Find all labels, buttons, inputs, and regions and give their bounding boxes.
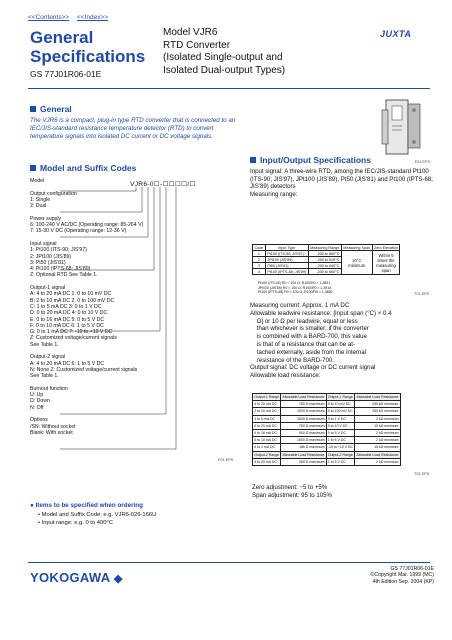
footer-edition: 4th Edition Sep. 2004 (KP) (372, 578, 434, 585)
output-spec-line: than whichever is smaller; if the converter (250, 325, 369, 333)
table-cell: 0 to 16 mA DC (253, 429, 281, 436)
footer-divider (28, 562, 430, 563)
suffix-line: Model (30, 178, 45, 184)
suffix-line: E: 0 to 16 mA DC 5: 0 to 5 V DC (30, 316, 105, 323)
table-cell: 0 to 10 mA DC (253, 437, 281, 444)
table-cell: 1 (253, 251, 266, 257)
ordering-heading (30, 502, 156, 511)
table-cell: 0 to 5 V DC (326, 429, 355, 436)
output-spec-line: Measuring current: Approx. 1 mA DC (250, 302, 350, 309)
suffix-line: See Table 1. (30, 341, 59, 348)
table-cell: Pt100 (ITS-90; JIS'97) (265, 251, 308, 257)
table-cell: 1 to 5 V DC (326, 437, 355, 444)
suffix-line: Output configuration (30, 190, 77, 197)
table-cell: 0 to 10 V DC (326, 422, 355, 429)
table-cell: 2 kΩ minimum (355, 429, 400, 436)
table-header-cell: Output-1 Range (327, 395, 353, 400)
suffix-line: A: 4 to 20 mA DC 6: 1 to 5 V DC (30, 360, 105, 367)
table-cell: 1500 Ω maximum (281, 408, 326, 415)
ordering-items (30, 502, 156, 527)
output-spec-line: is combined with a BARD-700, this value (250, 333, 367, 341)
suffix-line: Blank: With socket (30, 429, 73, 436)
table-header-cell: Allowable Load Resistance (282, 452, 325, 457)
table-cell: 3 (253, 263, 266, 269)
footer-doc: GS 77J01R06-01E (390, 566, 434, 572)
table-cell: 1500 Ω maximum (281, 437, 326, 444)
table-row (253, 458, 401, 465)
model-suffix-heading (30, 163, 136, 173)
table-cell: 2 kΩ minimum (355, 437, 400, 444)
suffix-line: Z: Customized voltage/current signals (30, 335, 117, 342)
table-cell: 4 (253, 269, 266, 275)
table-cell: 250 kΩ minimum (355, 401, 400, 408)
suffix-line: A: 4 to 20 mA DC 1: 0 to 10 mV DC (30, 291, 112, 298)
table-header-cell: Allowable Load Resistance (356, 452, 399, 457)
rtd-note: Pt100 (IPTS-68) R0 = 100 Ω, R100/R0 = 1.3850 (258, 290, 333, 294)
ordering-bullet: • Model and Suffix Code: e.g. VJR6-026-166U (38, 511, 157, 518)
suffix-line: G: 0 to 1 mA DC 7: -10 to +10 V DC (30, 329, 113, 336)
io-input-block (250, 168, 434, 198)
suffix-line: 3: Pt50 (JIS'81) (30, 259, 66, 266)
load-resistance-table (252, 393, 401, 466)
table-header-cell: Zero Elevation (374, 245, 398, 250)
page-title (30, 28, 145, 66)
table1-label: T01.EPS (414, 292, 430, 296)
suffix-line: Input signal (30, 240, 57, 247)
io-output-block (250, 302, 434, 380)
suffix-line: N: None Z: Customized voltage/current signals (30, 366, 138, 373)
table-cell: 2 kΩ minimum (355, 415, 400, 422)
table-cell: 4 to 20 mA DC (253, 458, 281, 465)
table-cell: -10 to +10 V DC (327, 445, 354, 450)
suffix-line: 1: Pt100 (ITS-90; JIS'97) (30, 247, 87, 254)
table-row (253, 415, 401, 422)
suffix-code-list (30, 178, 230, 436)
suffix-line: 2: Dual (30, 203, 47, 210)
table-row (253, 401, 401, 408)
rtd-notes (258, 281, 333, 295)
suffix-line: See Table 1. (30, 373, 59, 380)
table-row (253, 437, 401, 444)
footer-info (344, 566, 434, 585)
suffix-line: U: Up (30, 392, 44, 399)
suffix-line: /SN: Without socket (30, 423, 76, 430)
suffix-code-string: VJR6-0☐-☐☐☐☐/☐ (130, 181, 196, 188)
model-line: Model VJR6 (163, 27, 218, 38)
table-header-cell: Code (254, 245, 264, 250)
title-line-1: General (30, 28, 94, 47)
table-header-cell: Output-2 Range (254, 452, 280, 457)
suffix-line: 7: 15-30 V DC (Operating range: 12-36 V) (30, 228, 127, 235)
table-cell: 1 to 5 V DC (326, 458, 355, 465)
table-cell: 750 Ω maximum (281, 422, 326, 429)
table-header-cell: Output-2 Range (327, 452, 353, 457)
table-header-cell: Output-1 Range (254, 395, 280, 400)
table-header-cell: Measuring Span (343, 245, 371, 250)
contents-link[interactable]: <<Contents>> (28, 14, 70, 21)
io-heading-text: Input/Output Specifications (260, 155, 371, 165)
general-heading-text: General (40, 104, 72, 114)
table2-label: T02.EPS (414, 472, 430, 476)
title-line-2: Specifications (30, 47, 146, 66)
table-cell: -200 to 850°C (308, 251, 341, 257)
suffix-line: Power supply (30, 215, 62, 222)
rtd-note: Pt100 (ITS-90) R0 = 100 Ω, R100/R0 = 1.3851 (258, 281, 331, 285)
suffix-line: 1: Single (30, 196, 51, 203)
zero-adjustment: Zero adjustment: −5 to +5% (252, 484, 328, 491)
suffix-line: N: Off (30, 404, 44, 411)
table-cell: 15k Ω maximum (281, 444, 326, 451)
rtd-note: JPt100 (JIS'89) R0 = 100 Ω, R100/R0 = 1.3916 (258, 285, 332, 290)
table-cell: 0 to 100 mV DC (327, 409, 353, 414)
table-cell: 2 kΩ minimum (355, 458, 400, 465)
model-suffix-heading-text: Model and Suffix Codes (40, 163, 137, 173)
suffix-line: Output-2 signal (30, 354, 66, 361)
square-bullet-icon (250, 157, 256, 163)
table-row (253, 408, 401, 415)
output-spec-line: Allowable load resistance: (250, 372, 321, 380)
output-spec-line: resistance of the BARD-700. (250, 356, 334, 364)
yokogawa-logo (30, 570, 123, 585)
table-cell: 4 to 20 mA DC (253, 401, 281, 408)
yokogawa-logo-text: YOKOGAWA (30, 570, 110, 585)
nav-links (28, 14, 114, 21)
table-header-row (253, 451, 401, 458)
model-title (163, 27, 285, 77)
product-image (370, 96, 432, 164)
general-heading (30, 104, 72, 114)
table-row (253, 422, 401, 429)
diamond-icon: ◆ (113, 573, 123, 585)
tree-figure-label: F01.EPS (218, 458, 234, 462)
suffix-line: F: 0 to 10 mA DC 6: 1 to 5 V DC (30, 322, 104, 329)
suffix-line: C: 1 to 5 mA DC 3: 0 to 1 V DC (30, 303, 102, 310)
table-cell: 750 Ω maximum (281, 401, 326, 408)
suffix-line: D: Down (30, 398, 50, 405)
table-cell: 3000 Ω maximum (281, 415, 326, 422)
circle-bullet-icon: ● (30, 502, 34, 509)
brand-logo: JUXTA (380, 29, 412, 39)
model-line: (Isolated Single-output and (163, 52, 283, 63)
table-cell: -200 to 660°C (308, 269, 341, 275)
table-cell: 10 kΩ minimum (355, 422, 400, 429)
suffix-line: Burnout function (30, 385, 68, 392)
index-link[interactable]: <<Index>> (77, 14, 109, 21)
table-cell: -200 to 510°C (308, 257, 341, 263)
ordering-bullet: • Input range: e.g. 0 to 400°C (38, 519, 113, 526)
table-cell: 2 (253, 257, 266, 263)
footer-copyright: ©Copyright Mar. 1999 (MC) (370, 572, 434, 579)
table-cell: Pt50 (JIS'81) (265, 263, 308, 269)
measuring-range-label: Measuring range: (250, 190, 298, 198)
table-row (253, 429, 401, 436)
model-line: RTD Converter (163, 39, 231, 51)
table-cell: 0 to 10 mV DC (326, 401, 355, 408)
table-cell: JPt100 (JIS'89) (265, 257, 308, 263)
table-cell: 900 Ω maximum (281, 429, 326, 436)
output-spec-line: Output signal: DC voltage or DC current signal (250, 364, 376, 372)
table-cell: 0 to 20 mA DC (253, 422, 281, 429)
io-heading (250, 155, 371, 165)
general-description: The VJR6 is a compact, plug-in type RTD converter that is connected to an IEC/JIS-standard resistance temperature detector (RTD) to convert temperature signals into isolated DC current or DC voltage signals. (30, 117, 236, 141)
table-cell: 350 Ω maximum (281, 458, 326, 465)
output-spec-line: Allowable leadwire resistance: [Input span (°C) × 0.4 (250, 309, 392, 317)
square-bullet-icon (30, 106, 36, 112)
header-divider (28, 88, 430, 89)
table-cell: 2 to 10 mA DC (253, 408, 281, 415)
suffix-line: Options (30, 417, 48, 424)
table-header-row (253, 394, 401, 401)
table-cell: -200 to 649°C (308, 263, 341, 269)
doc-number: GS 77J01R06-01E (30, 69, 102, 79)
converter-illustration-icon (370, 96, 432, 160)
product-figure-label: F01.EPS (414, 160, 430, 164)
suffix-line: 6: 100-240 V AC/DC (Operating range: 85-264 V) (30, 222, 144, 229)
suffix-line: 4: Pt100 (IPTS-68; JIS'89) (30, 266, 91, 273)
output-spec-line: tached externally, aside from the internal (250, 348, 367, 356)
suffix-line: B: 2 to 10 mA DC 2: 0 to 100 mV DC (30, 297, 115, 304)
measuring-range-table (252, 244, 400, 275)
table-cell: 0 to 1 V DC (326, 415, 355, 422)
suffix-line: Output-1 signal (30, 285, 66, 292)
suffix-line: D: 0 to 20 mA DC 4: 0 to 10 V DC (30, 310, 108, 317)
table-header-cell: Allowable Load Resistance (356, 395, 399, 400)
span-adjustment: Span adjustment: 95 to 105% (252, 491, 332, 499)
table-cell: 0 to 1 mA DC (253, 444, 281, 451)
table-cell: 10°C minimum (341, 251, 372, 275)
table-cell: Within 5 times the measuring span (372, 251, 400, 275)
suffix-line: 2: JPt100 (JIS'89) (30, 253, 72, 260)
adjustments (252, 484, 332, 500)
table-cell: 250 kΩ minimum (355, 408, 400, 415)
ordering-heading-text: Items to be specified when ordering (35, 502, 143, 509)
table-header-cell: Measuring Range (310, 245, 340, 250)
model-line: Isolated Dual-output Types) (163, 64, 286, 76)
table-header-cell: Input Type (265, 245, 308, 251)
input-signal-text: Input signal: A three-wire RTD, among the IEC/JIS-standard Pt100 (ITS-90; JIS'97), JPt100 (JIS'89), Pt50 (JIS'81) and Pt100 (IPTS-68; JIS'89) detectors (250, 168, 433, 191)
table-cell: 10 kΩ minimum (355, 444, 400, 451)
table-cell: 1 to 5 mA DC (253, 415, 281, 422)
table-row (253, 444, 401, 451)
suffix-line: Z: Optional RTD See Table 1. (30, 272, 98, 279)
square-bullet-icon (30, 165, 36, 171)
output-spec-line: is that of a resistance that can be at- (250, 340, 356, 348)
table-cell: Pt100 (IPTS-68; JIS'89) (267, 269, 307, 274)
output-spec-line: Ω] or 10 Ω per leadwire, equal or less (250, 317, 358, 325)
table-header-cell: Allowable Load Resistance (282, 395, 325, 400)
